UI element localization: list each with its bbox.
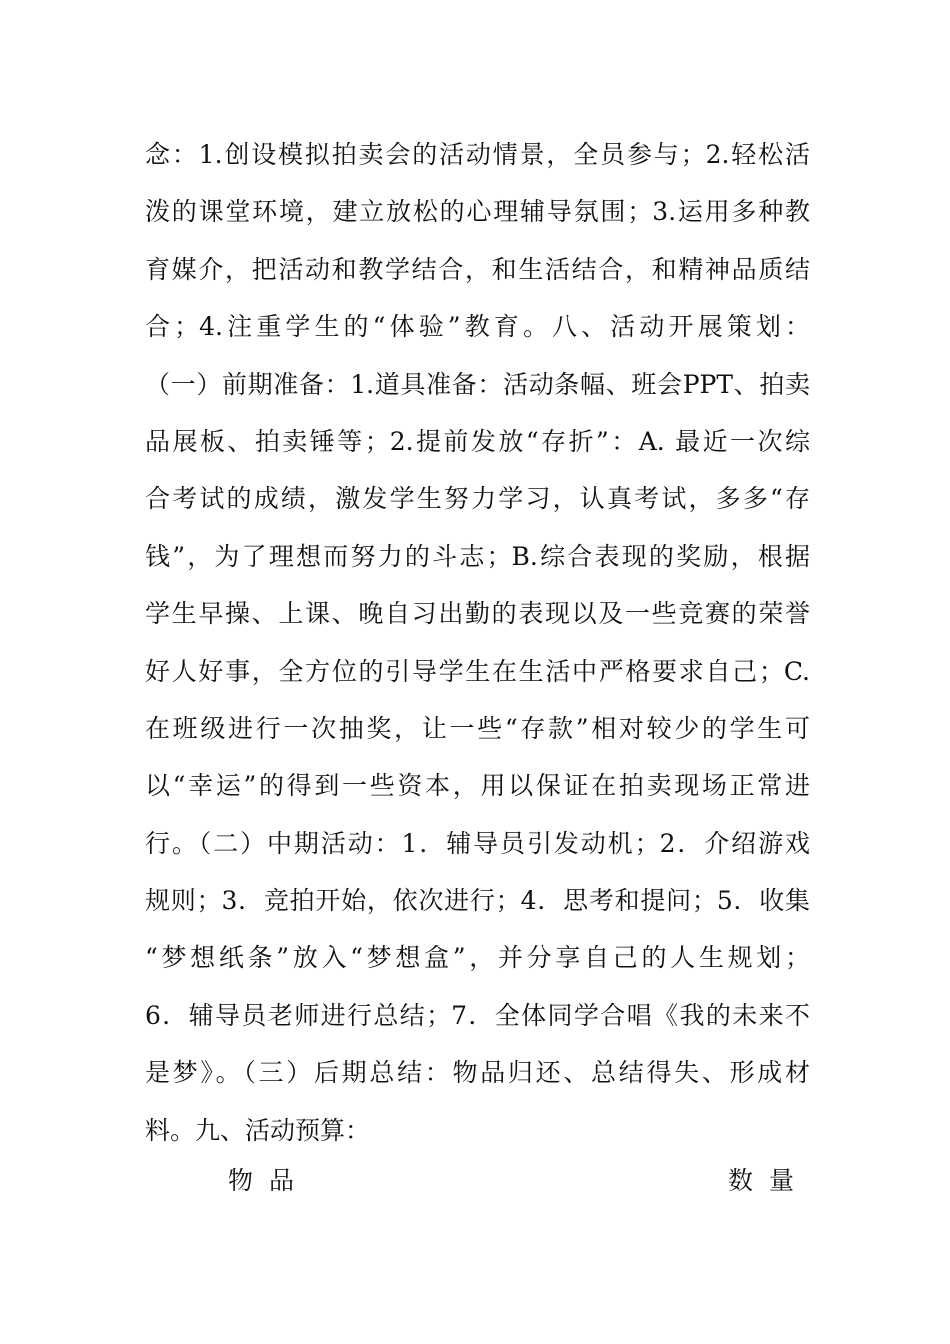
paragraph-line: 育媒介，把活动和教学结合，和生活结合，和精神品质结 <box>145 254 810 284</box>
paragraph-line: 好人好事，全方位的引导学生在生活中严格要求自己；C. <box>145 656 810 686</box>
paragraph-line: “梦想纸条”放入“梦想盒”，并分享自己的人生规划； <box>145 943 810 973</box>
column-header-quantity: 数量 <box>727 1166 810 1195</box>
paragraph-line: 合；4.注重学生的“体验”教育。八、活动开展策划： <box>145 312 810 342</box>
paragraph-line: 是梦》。（三）后期总结：物品归还、总结得失、形成材 <box>145 1058 810 1088</box>
paragraph-line: 品展板、拍卖锤等；2.提前发放“存折”：A. 最近一次综 <box>145 426 810 456</box>
paragraph-line: 泼的课堂环境，建立放松的心理辅导氛围；3.运用多种教 <box>145 197 810 227</box>
paragraph-line: 料。九、活动预算： <box>145 1115 371 1145</box>
paragraph-line: 念：1.创设模拟拍卖会的活动情景，全员参与；2.轻松活 <box>145 140 810 169</box>
paragraph-line: 行。（二）中期活动：1．辅导员引发动机；2．介绍游戏 <box>145 828 810 858</box>
paragraph-line: 以“幸运”的得到一些资本，用以保证在拍卖现场正常进 <box>145 771 810 801</box>
paragraph-line: 钱”，为了理想而努力的斗志；B.综合表现的奖励，根据 <box>145 541 810 571</box>
paragraph-line: 学生早操、上课、晚自习出勤的表现以及一些竞赛的荣誉 <box>145 599 810 629</box>
column-header-item: 物品 <box>228 1166 311 1195</box>
paragraph-line: 6．辅导员老师进行总结；7．全体同学合唱《我的未来不 <box>145 1000 810 1030</box>
paragraph-line: 规则；3．竞拍开始，依次进行；4．思考和提问；5．收集 <box>145 886 810 916</box>
budget-table-header <box>145 1152 810 1209</box>
paragraph-line: 在班级进行一次抽奖，让一些“存款”相对较少的学生可 <box>145 713 810 743</box>
document-body <box>145 126 810 1159</box>
paragraph-line: （一）前期准备：1.道具准备：活动条幅、班会PPT、拍卖 <box>145 369 810 399</box>
paragraph-line: 合考试的成绩，激发学生努力学习，认真考试，多多“存 <box>145 484 810 514</box>
